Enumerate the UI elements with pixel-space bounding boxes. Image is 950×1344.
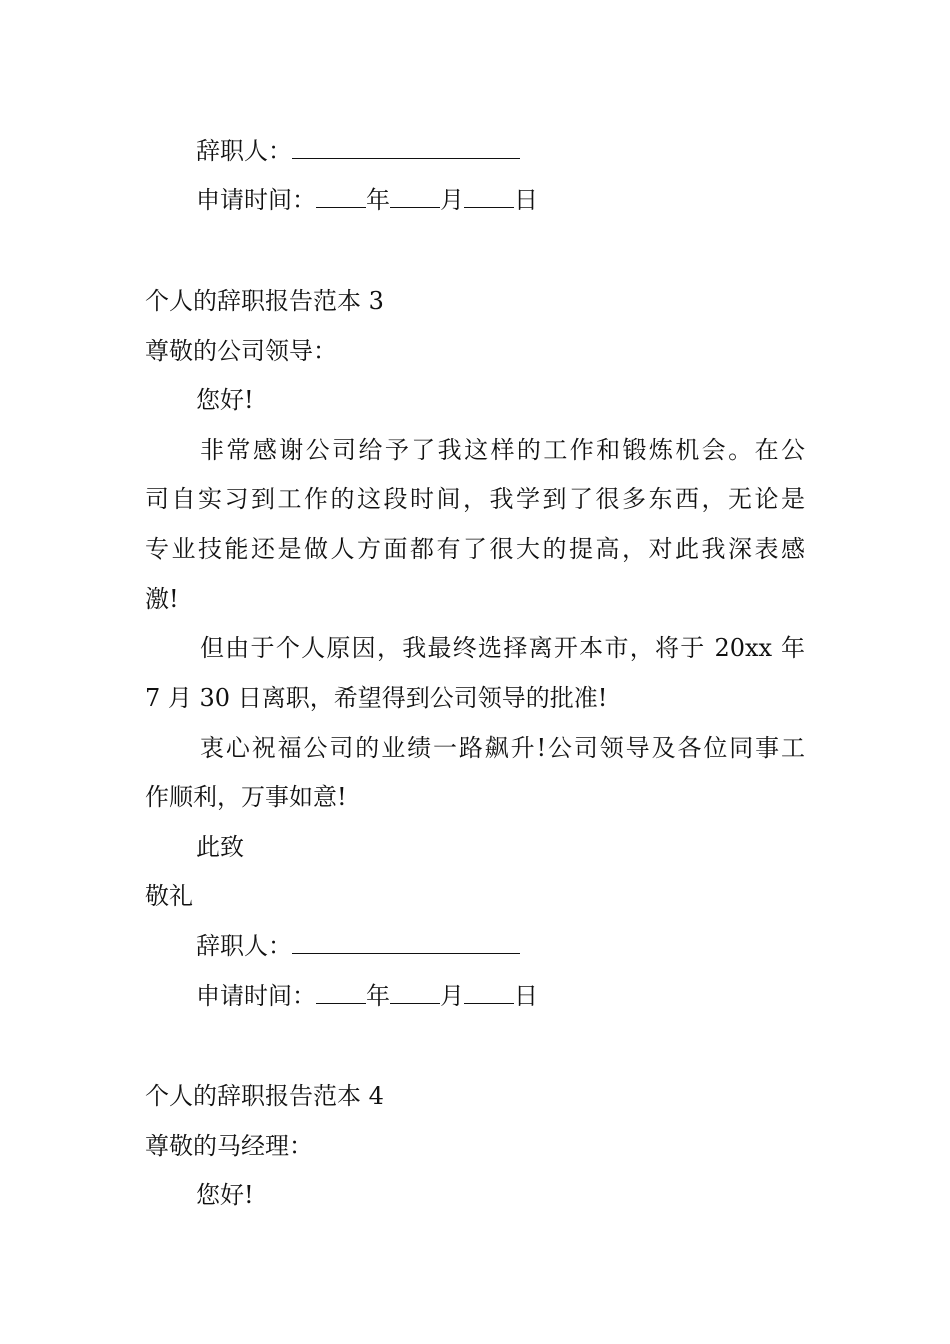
resigner-line: [196, 931, 520, 961]
date-label: 申请时间：: [196, 186, 316, 214]
date-line: [196, 981, 538, 1011]
day-blank: [464, 185, 514, 208]
resigner-blank: [292, 931, 520, 954]
closing-line: 此致: [196, 833, 244, 861]
month-blank: [390, 981, 440, 1004]
resigner-label: 辞职人：: [196, 137, 292, 165]
date-line: [196, 185, 538, 215]
resigner-line: [196, 136, 520, 166]
year-char: 年: [366, 186, 390, 214]
salutation: 尊敬的马经理：: [145, 1132, 313, 1160]
section-title: 个人的辞职报告范本 3: [145, 287, 384, 315]
greeting: 您好!: [196, 386, 254, 414]
day-blank: [464, 981, 514, 1004]
year-blank: [316, 981, 366, 1004]
day-char: 日: [514, 982, 538, 1010]
year-char: 年: [366, 982, 390, 1010]
paragraph-line: 非常感谢公司给予了我这样的工作和锻炼机会。在公: [200, 436, 805, 464]
year-blank: [316, 185, 366, 208]
section-title: 个人的辞职报告范本 4: [145, 1082, 384, 1110]
date-label: 申请时间：: [196, 982, 316, 1010]
greeting: 您好!: [196, 1181, 254, 1209]
salutation: 尊敬的公司领导：: [145, 337, 337, 365]
month-char: 月: [440, 186, 464, 214]
day-char: 日: [514, 186, 538, 214]
closing-regards: 敬礼: [145, 882, 193, 910]
paragraph-line: 衷心祝福公司的业绩一路飙升!公司领导及各位同事工: [200, 734, 805, 762]
paragraph-line: 但由于个人原因，我最终选择离开本市，将于 20xx 年: [200, 634, 805, 662]
paragraph-line: 激!: [145, 585, 179, 613]
resigner-blank: [292, 136, 520, 159]
month-blank: [390, 185, 440, 208]
paragraph-line: 专业技能还是做人方面都有了很大的提高，对此我深表感: [145, 535, 805, 563]
paragraph-line: 司自实习到工作的这段时间，我学到了很多东西，无论是: [145, 485, 805, 513]
paragraph-line: 7 月 30 日离职，希望得到公司领导的批准!: [145, 684, 608, 712]
month-char: 月: [440, 982, 464, 1010]
paragraph-line: 作顺利，万事如意!: [145, 783, 347, 811]
resigner-label: 辞职人：: [196, 932, 292, 960]
